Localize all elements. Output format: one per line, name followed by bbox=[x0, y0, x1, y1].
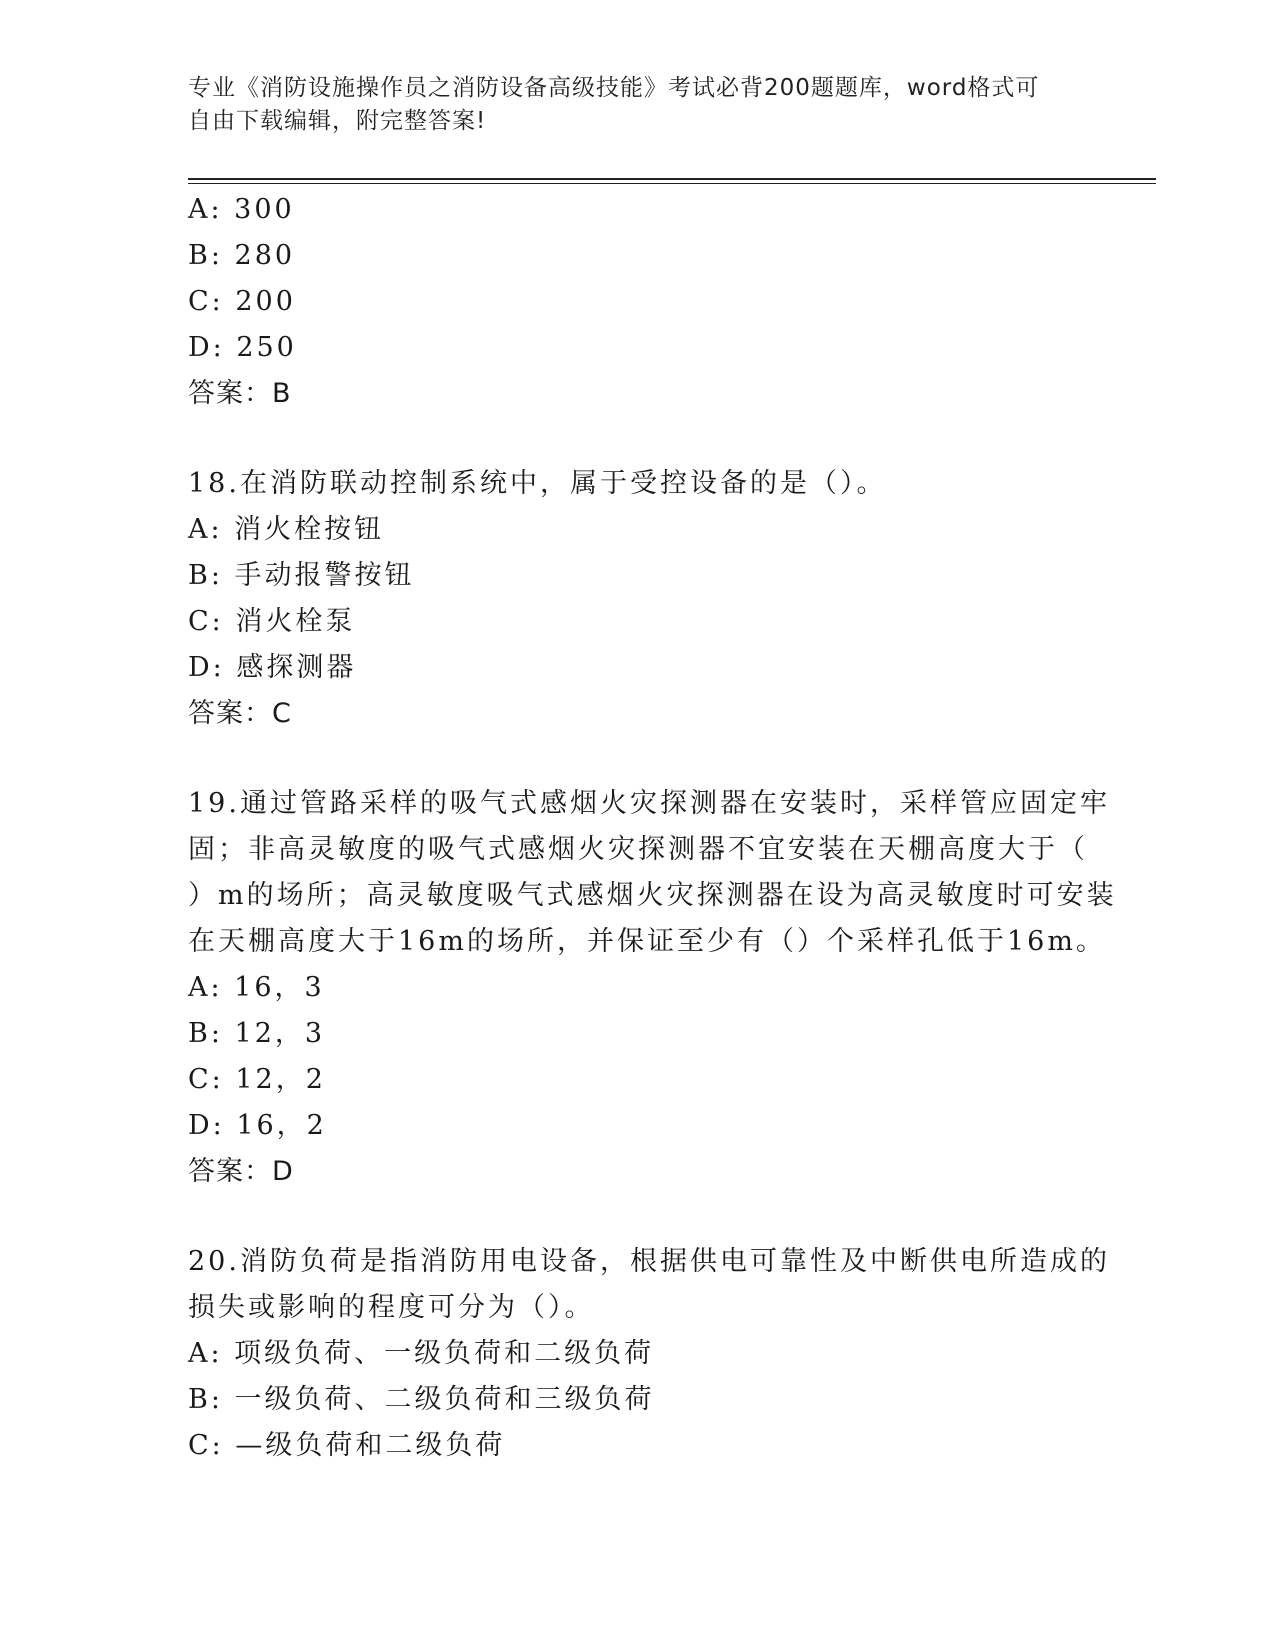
option-c: C: 200 bbox=[188, 286, 296, 317]
option-b: B: 280 bbox=[188, 240, 296, 271]
option-c: C: 12，2 bbox=[188, 1064, 326, 1095]
answer-label: 答案：D bbox=[188, 1156, 294, 1187]
option-c: C: 消火栓泵 bbox=[188, 606, 356, 637]
question-stem-line-2: 损失或影响的程度可分为（）。 bbox=[188, 1292, 595, 1323]
option-c: C: —级负荷和二级负荷 bbox=[188, 1430, 506, 1461]
answer-label: 答案：C bbox=[188, 698, 292, 729]
option-d: D: 16，2 bbox=[188, 1110, 327, 1141]
header-divider-thin bbox=[188, 183, 1156, 184]
question-19 bbox=[188, 781, 1117, 1195]
option-a: A: 消火栓按钮 bbox=[188, 514, 385, 545]
question-stem-line-3: ）m的场所；高灵敏度吸气式感烟火灾探测器在设为高灵敏度时可安装 bbox=[188, 880, 1117, 911]
option-a: A: 项级负荷、一级负荷和二级负荷 bbox=[188, 1338, 655, 1369]
option-a: A: 300 bbox=[188, 194, 295, 225]
answer-label: 答案：B bbox=[188, 378, 292, 409]
question-stem-line-1: 19.通过管路采样的吸气式感烟火灾探测器在安装时，采样管应固定牢 bbox=[188, 788, 1110, 819]
option-b: B: 一级负荷、二级负荷和三级负荷 bbox=[188, 1384, 655, 1415]
question-list bbox=[188, 187, 1117, 1469]
option-a: A: 16，3 bbox=[188, 972, 325, 1003]
option-b: B: 手动报警按钮 bbox=[188, 560, 415, 591]
question-20 bbox=[188, 1239, 1110, 1469]
question-stem: 18.在消防联动控制系统中，属于受控设备的是（）。 bbox=[188, 468, 887, 499]
option-b: B: 12，3 bbox=[188, 1018, 326, 1049]
header-title-line-1: 专业《消防设施操作员之消防设备高级技能》考试必背200题题库，word格式可 bbox=[188, 75, 1040, 101]
document-header bbox=[188, 72, 1068, 138]
question-18 bbox=[188, 461, 1088, 737]
option-d: D: 感探测器 bbox=[188, 652, 357, 683]
question-17 bbox=[188, 187, 1088, 417]
option-d: D: 250 bbox=[188, 332, 297, 363]
header-title-line-2: 自由下载编辑，附完整答案! bbox=[188, 108, 487, 134]
question-stem-line-4: 在天棚高度大于16m的场所，并保证至少有（）个采样孔低于16m。 bbox=[188, 926, 1106, 957]
question-stem-line-1: 20.消防负荷是指消防用电设备，根据供电可靠性及中断供电所造成的 bbox=[188, 1246, 1110, 1277]
question-stem-line-2: 固；非高灵敏度的吸气式感烟火灾探测器不宜安装在天棚高度大于（ bbox=[188, 834, 1088, 865]
header-divider-thick bbox=[188, 178, 1156, 180]
